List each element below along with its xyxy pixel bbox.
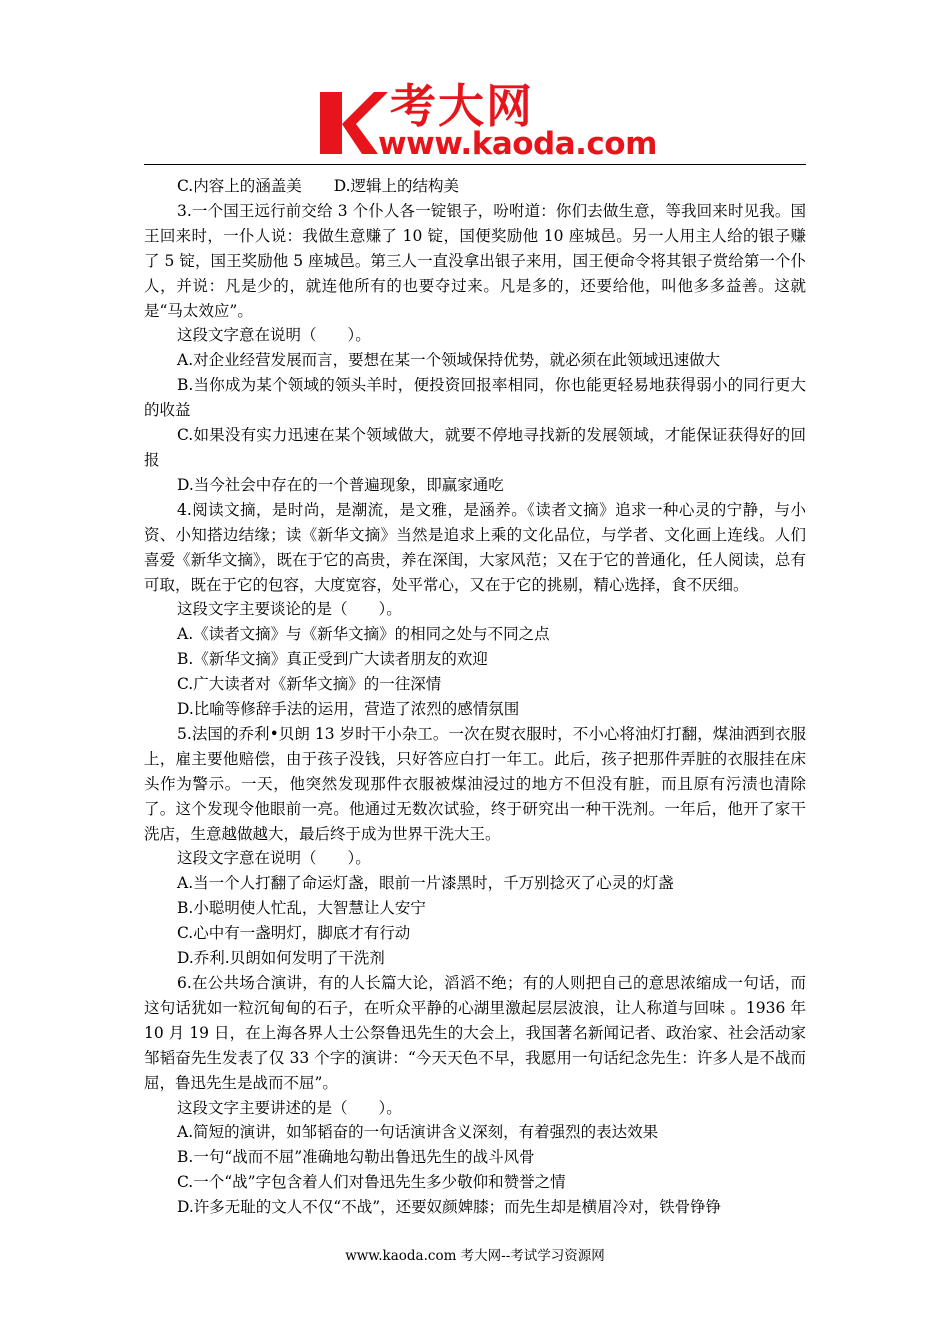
q3-question: 这段文字意在说明（ ）。 bbox=[177, 326, 371, 345]
q6-passage: 6.在公共场合演讲，有的人长篇大论，滔滔不绝；有的人则把自己的意思浓缩成一句话，而这句话犹如一粒沉甸甸的石子，在听众平静的心湖里激起层层波浪，让人称道与回味 。1936 年 10 月 19 日，在上海各界人士公祭鲁迅先生的大会上，我国著名新闻记者、政治家、社会活动家邹韬奋先生发表了仅 33 个字的演讲：“今天天色不早，我愿用一句话纪念先生：许多人是不战而屈，鲁迅先生是战而不屈”。 bbox=[144, 974, 806, 1092]
q5-option-a: A.当一个人打翻了命运灯盏，眼前一片漆黑时，千万别捻灭了心灵的灯盏 bbox=[177, 874, 674, 893]
logo-chinese-name: 考大网 bbox=[390, 79, 534, 133]
q2-option-d: D.逻辑上的结构美 bbox=[333, 177, 460, 195]
q5-option-c: C.心中有一盏明灯，脚底才有行动 bbox=[177, 924, 411, 943]
header-divider bbox=[144, 164, 806, 165]
q6-option-a: A.简短的演讲，如邹韬奋的一句话演讲含义深刻，有着强烈的表达效果 bbox=[177, 1123, 659, 1142]
q6-option-b: B.一句“战而不屈”准确地勾勒出鲁迅先生的战斗风骨 bbox=[177, 1148, 535, 1167]
q4-passage: 4.阅读文摘，是时尚，是潮流，是文雅，是涵养。《读者文摘》追求一种心灵的宁静，与小资、小知搭边结缘；读《新华文摘》当然是追求上乘的文化品位，与学者、文化画上连线。人们喜爱《新华文摘》，既在于它的高贵，养在深闺，大家风范；又在于它的普通化，任人阅读，总有可取，既在于它的包容，大度宽容，处平常心，又在于它的挑剔，精心选择，食不厌细。 bbox=[144, 500, 806, 594]
q3-option-a: A.对企业经营发展而言，要想在某一个领域保持优势，就必须在此领域迅速做大 bbox=[177, 351, 721, 370]
q3-option-c: C.如果没有实力迅速在某个领域做大，就要不停地寻找新的发展领域，才能保证获得好的回报 bbox=[144, 426, 806, 469]
logo-url: www.kaoda.com bbox=[378, 126, 657, 162]
kaoda-logo bbox=[318, 79, 657, 162]
q5-option-d: D.乔利.贝朗如何发明了干洗剂 bbox=[177, 949, 385, 968]
q3-passage: 3.一个国王远行前交给 3 个仆人各一锭银子，吩咐道：你们去做生意，等我回来时见我。国王回来时，一仆人说：我做生意赚了 10 锭，国便奖励他 10 座城邑。另一人用主人给的银子赚了 5 锭，国王奖励他 5 座城邑。第三人一直没拿出银子来用，国王便命令将其银子赏给第一个仆人，并说：凡是少的，就连他所有的也要夺过来。凡是多的，还要给他，叫他多多益善。这就是“马太效应”。 bbox=[144, 201, 806, 320]
document-body bbox=[144, 174, 806, 1220]
page-footer: www.kaoda.com 考大网--考试学习资源网 bbox=[345, 1248, 605, 1264]
q3-option-b: B.当你成为某个领域的领头羊时，便投资回报率相同，你也能更轻易地获得弱小的同行更大的收益 bbox=[144, 376, 806, 420]
q4-question: 这段文字主要谈论的是（ ）。 bbox=[177, 600, 402, 619]
q3-option-d: D.当今社会中存在的一个普遍现象，即赢家通吃 bbox=[177, 475, 504, 494]
q2-option-c: C.内容上的涵盖美 bbox=[177, 177, 302, 195]
q4-option-b: B.《新华文摘》真正受到广大读者朋友的欢迎 bbox=[177, 650, 488, 669]
q4-option-c: C.广大读者对《新华文摘》的一往深情 bbox=[177, 675, 442, 694]
q6-option-d: D.许多无耻的文人不仅“不战”，还要奴颜婢膝；而先生却是横眉冷对，铁骨铮铮 bbox=[177, 1198, 722, 1217]
q2-options-row bbox=[144, 174, 806, 199]
q6-question: 这段文字主要讲述的是（ ）。 bbox=[177, 1098, 402, 1117]
q4-option-d: D.比喻等修辞手法的运用，营造了浓烈的感情氛围 bbox=[177, 700, 520, 719]
q5-question: 这段文字意在说明（ ）。 bbox=[177, 849, 371, 868]
q6-option-c: C.一个“战”字包含着人们对鲁迅先生多少敬仰和赞誉之情 bbox=[177, 1173, 566, 1192]
q5-option-b: B.小聪明使人忙乱，大智慧让人安宁 bbox=[177, 899, 426, 918]
q4-option-a: A.《读者文摘》与《新华文摘》的相同之处与不同之点 bbox=[177, 625, 550, 644]
q5-passage: 5.法国的乔利•贝朗 13 岁时干小杂工。一次在熨衣服时，不小心将油灯打翻，煤油洒到衣服上，雇主要他赔偿，由于孩子没钱，只好答应白打一年工。此后，孩子把那件弄脏的衣服挂在床头作为警示。一天，他突然发现那件衣服被煤油浸过的地方不但没有脏，而且原有污渍也清除了。这个发现令他眼前一亮。他通过无数次试验，终于研究出一种干洗剂。一年后，他开了家干洗店，生意越做越大，最后终于成为世界干洗大王。 bbox=[144, 724, 806, 843]
